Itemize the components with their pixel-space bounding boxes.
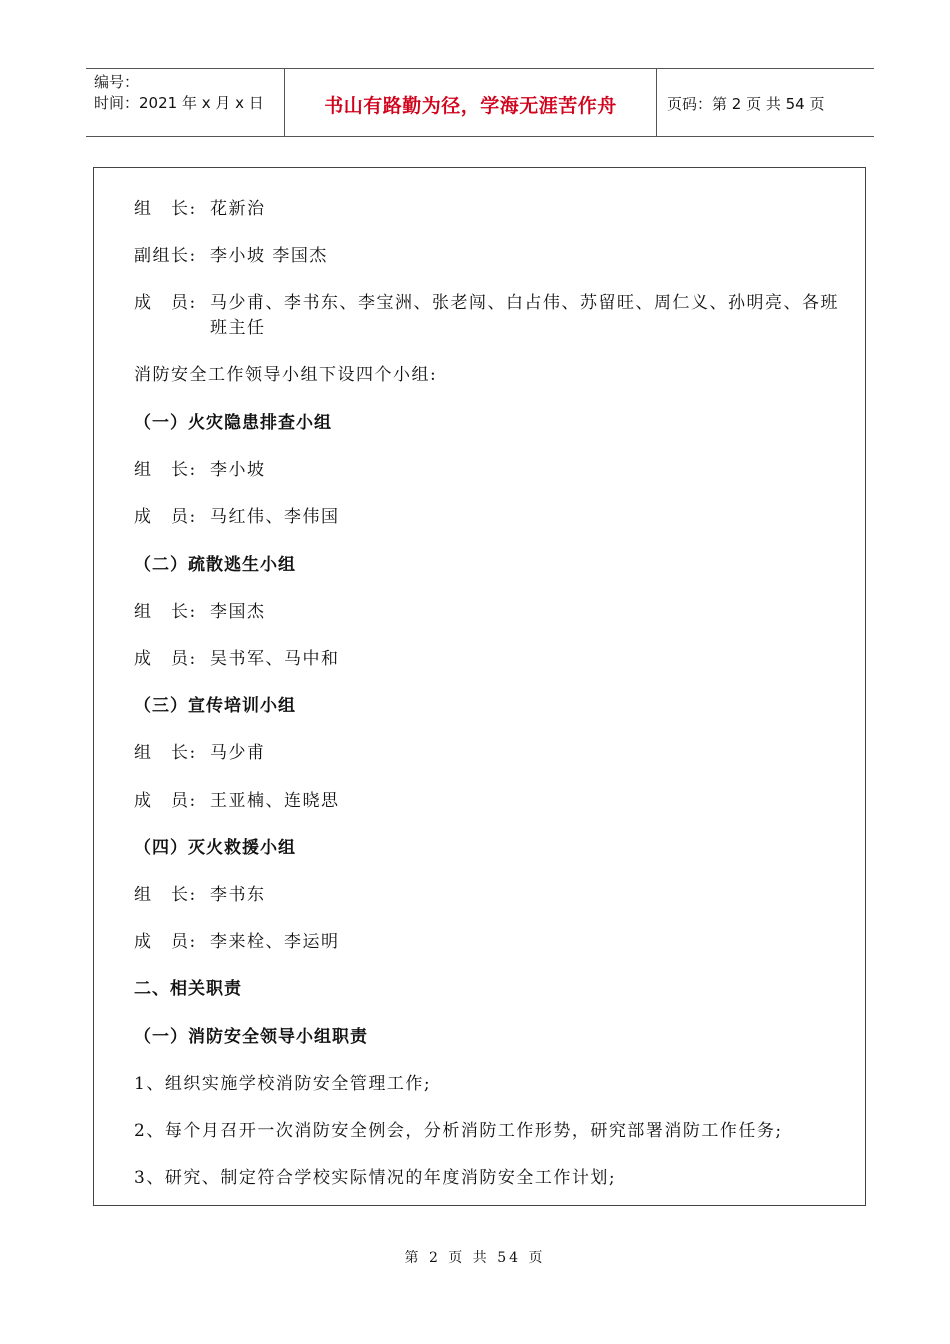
intro-text: 消防安全工作领导小组下设四个小组: [134,365,438,385]
group1-leader-value: 李小坡 [210,460,266,480]
page-footer: 第 2 页 共 54 页 [404,1250,546,1266]
group3-members-value: 王亚楠、连晓思 [210,791,340,811]
group2-leader-label: 组 长: [134,602,197,622]
header-motto: 书山有路勤为径，学海无涯苦作舟 [285,69,657,136]
header-meta [86,69,285,136]
vice-leader-value: 李小坡 李国杰 [210,246,328,266]
group2-members-label: 成 员: [134,649,197,669]
group1-members-value: 马红伟、李伟国 [210,507,340,527]
leader-value: 花新治 [210,199,266,219]
vice-leader-line [134,241,328,266]
group2-members [134,644,340,669]
group3-leader-value: 马少甫 [210,743,266,763]
duty-item: 1、组织实施学校消防安全管理工作; [134,1074,432,1094]
members-label: 成 员: [134,293,197,313]
duty-item: 3、研究、制定符合学校实际情况的年度消防安全工作计划; [134,1168,617,1188]
group4-leader [134,880,266,905]
group3-leader-label: 组 长: [134,743,197,763]
group2-leader [134,597,266,622]
members-value: 马少甫、李书东、李宝洲、张老闯、白占伟、苏留旺、周仁义、孙明亮、各班 [210,293,839,313]
group4-title: （四）灭火救援小组 [134,838,296,858]
group2-members-value: 吴书军、马中和 [210,649,340,669]
content-box [93,167,866,1206]
group4-members-label: 成 员: [134,932,197,952]
group4-members-value: 李来栓、李运明 [210,932,340,952]
group4-leader-value: 李书东 [210,885,266,905]
group1-leader [134,455,266,480]
group3-members [134,786,340,811]
leader-label: 组 长: [134,199,197,219]
group3-leader [134,738,266,763]
page-header [86,68,874,137]
header-page-label: 页码：第 2 页 共 54 页 [667,95,825,113]
section2-subtitle: （一）消防安全领导小组职责 [134,1027,368,1047]
group2-title: （二）疏散逃生小组 [134,555,296,575]
time-label: 时间：2021 年 x 月 x 日 [94,94,264,112]
group1-leader-label: 组 长: [134,460,197,480]
section2-title: 二、相关职责 [134,979,242,999]
members-line [134,288,839,313]
group2-leader-value: 李国杰 [210,602,266,622]
group1-members [134,502,340,527]
group4-leader-label: 组 长: [134,885,197,905]
group4-members [134,927,340,952]
members-continuation: 班主任 [210,318,266,338]
group1-members-label: 成 员: [134,507,197,527]
vice-leader-label: 副组长: [134,246,197,266]
leader-line [134,194,266,219]
group3-title: （三）宣传培训小组 [134,696,296,716]
group1-title: （一）火灾隐患排查小组 [134,413,332,433]
group3-members-label: 成 员: [134,791,197,811]
duty-item: 2、每个月召开一次消防安全例会，分析消防工作形势，研究部署消防工作任务; [134,1121,783,1141]
number-label: 编号： [94,73,140,91]
